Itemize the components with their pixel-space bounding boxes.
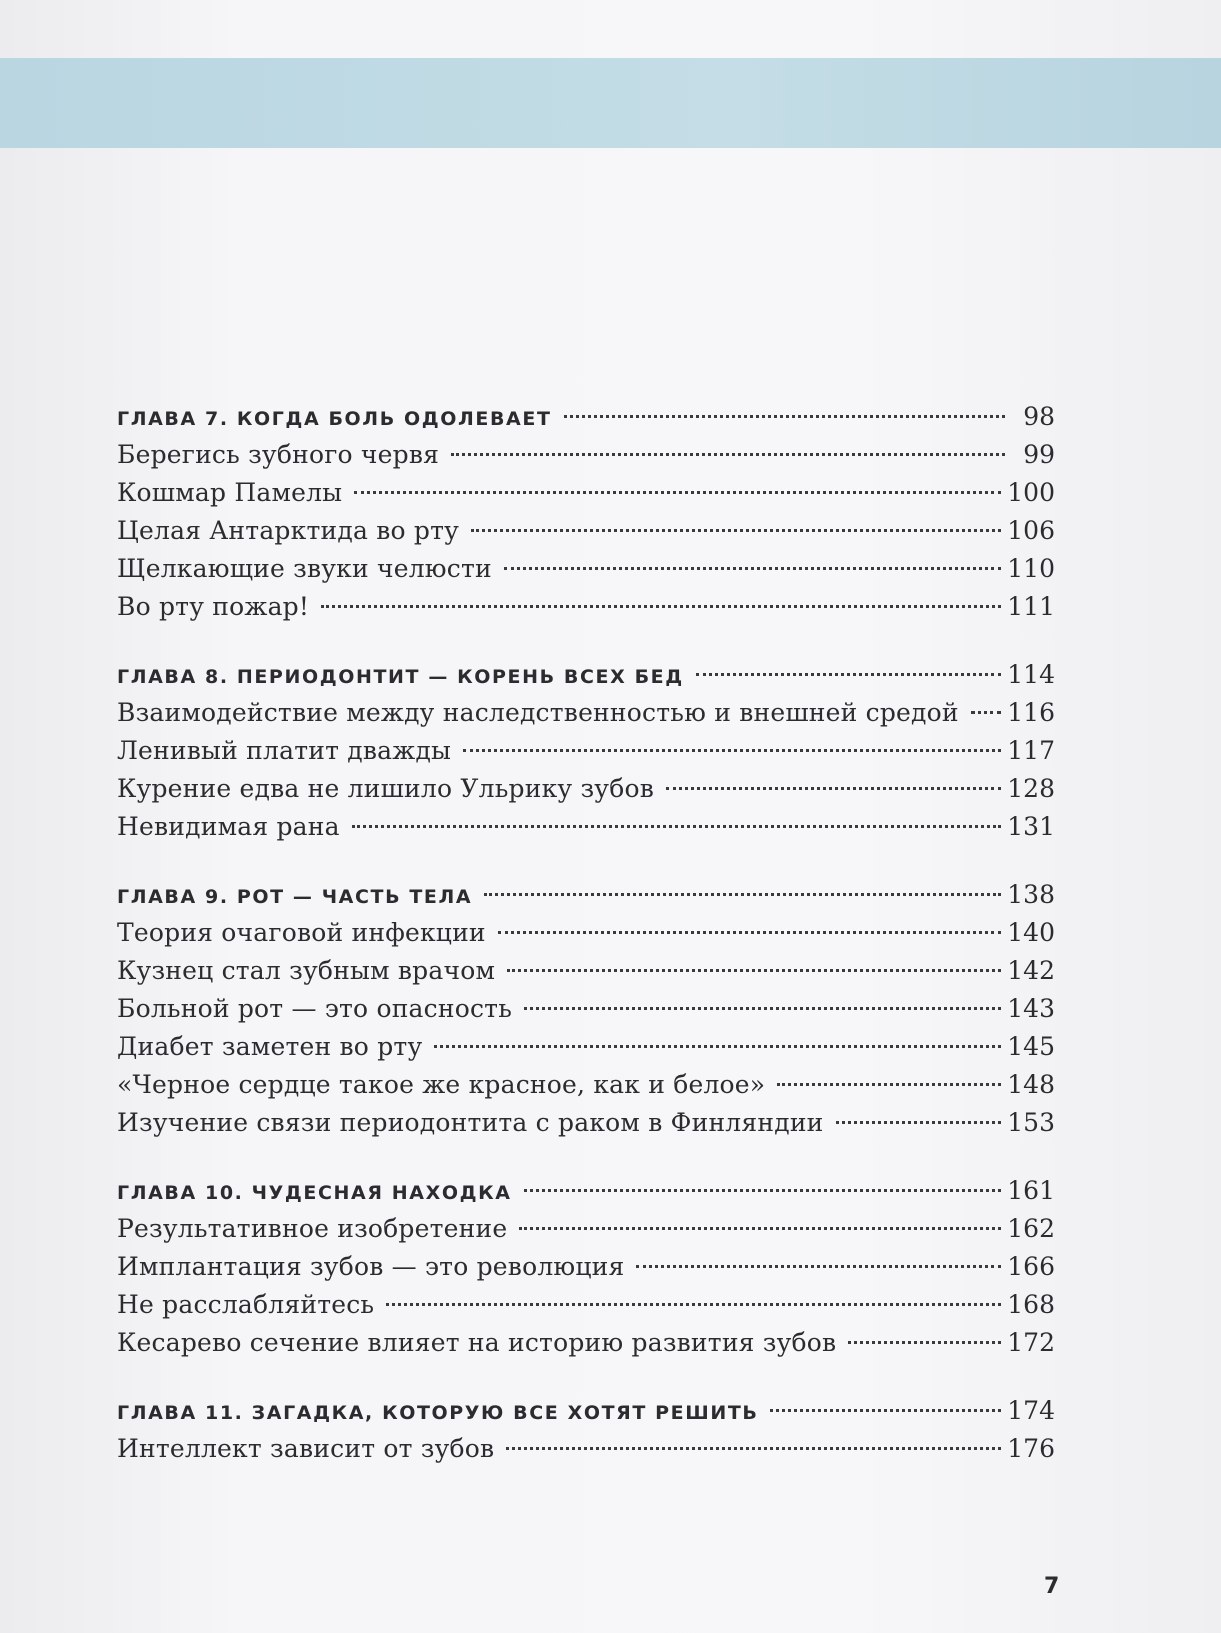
toc-entry[interactable] — [117, 474, 1055, 512]
entry-title: «Черное сердце такое же красное, как и белое» — [117, 1070, 766, 1099]
entry-title: Результативное изобретение — [117, 1214, 508, 1243]
page-number: 176 — [1007, 1434, 1055, 1463]
entry-title: Ленивый платит дважды — [117, 736, 452, 765]
toc-entry[interactable] — [117, 770, 1055, 808]
entry-title: Изучение связи периодонтита с раком в Финляндии — [117, 1108, 824, 1137]
entry-title: Кесарево сечение влияет на историю развития зубов — [117, 1328, 837, 1357]
toc-entry[interactable] — [117, 808, 1055, 846]
dot-leader — [848, 1341, 1001, 1344]
dot-leader — [471, 529, 1001, 532]
page-number: 116 — [1007, 698, 1055, 727]
entry-title: Щелкающие звуки челюсти — [117, 554, 492, 583]
dot-leader — [666, 787, 1001, 790]
entry-title: Имплантация зубов — это революция — [117, 1252, 625, 1281]
page-number: 140 — [1007, 918, 1055, 947]
toc-chapter-heading[interactable] — [117, 876, 1055, 914]
dot-leader — [636, 1265, 1001, 1268]
toc-entry[interactable] — [117, 436, 1055, 474]
toc-entry[interactable] — [117, 512, 1055, 550]
page-folio-number: 7 — [1044, 1574, 1060, 1599]
toc-chapter-7 — [117, 398, 1055, 626]
page-number: 161 — [1007, 1176, 1055, 1205]
entry-title: Кошмар Памелы — [117, 478, 343, 507]
dot-leader — [506, 1447, 1001, 1450]
entry-title: Диабет заметен во рту — [117, 1032, 423, 1061]
dot-leader — [504, 567, 1001, 570]
top-color-band — [0, 58, 1221, 148]
page-number: 98 — [1023, 402, 1055, 431]
page-number: 162 — [1007, 1214, 1055, 1243]
entry-title: Во рту пожар! — [117, 592, 310, 621]
toc-entry[interactable] — [117, 1028, 1055, 1066]
entry-title: Невидимая рана — [117, 812, 340, 841]
chapter-title: ГЛАВА 9. РОТ — ЧАСТЬ ТЕЛА — [117, 886, 473, 908]
toc-chapter-heading[interactable] — [117, 1392, 1055, 1430]
page-number: 100 — [1007, 478, 1055, 507]
toc-entry[interactable] — [117, 1324, 1055, 1362]
page-number: 153 — [1007, 1108, 1055, 1137]
page-number: 168 — [1007, 1290, 1055, 1319]
table-of-contents — [117, 398, 1055, 1498]
toc-entry[interactable] — [117, 1286, 1055, 1324]
dot-leader — [386, 1303, 1001, 1306]
page-number: 166 — [1007, 1252, 1055, 1281]
dot-leader — [696, 673, 1002, 676]
dot-leader — [498, 931, 1001, 934]
entry-title: Больной рот — это опасность — [117, 994, 513, 1023]
page-number: 128 — [1007, 774, 1055, 803]
toc-entry[interactable] — [117, 1210, 1055, 1248]
dot-leader — [524, 1007, 1001, 1010]
dot-leader — [484, 893, 1001, 896]
page-number: 99 — [1023, 440, 1055, 469]
toc-entry[interactable] — [117, 588, 1055, 626]
page-number: 138 — [1007, 880, 1055, 909]
page-number: 111 — [1007, 592, 1055, 621]
toc-entry[interactable] — [117, 952, 1055, 990]
dot-leader — [434, 1045, 1001, 1048]
page-number: 117 — [1007, 736, 1055, 765]
page-number: 172 — [1007, 1328, 1055, 1357]
toc-entry[interactable] — [117, 732, 1055, 770]
dot-leader — [564, 415, 1006, 418]
dot-leader — [519, 1227, 1001, 1230]
page-number: 148 — [1007, 1070, 1055, 1099]
toc-chapter-8 — [117, 656, 1055, 846]
chapter-title: ГЛАВА 8. ПЕРИОДОНТИТ — КОРЕНЬ ВСЕХ БЕД — [117, 666, 684, 688]
entry-title: Взаимодействие между наследственностью и внешней средой — [117, 698, 959, 727]
dot-leader — [354, 491, 1001, 494]
chapter-title: ГЛАВА 10. ЧУДЕСНАЯ НАХОДКА — [117, 1182, 512, 1204]
toc-chapter-heading[interactable] — [117, 398, 1055, 436]
dot-leader — [352, 825, 1002, 828]
dot-leader — [524, 1189, 1002, 1192]
chapter-title: ГЛАВА 7. КОГДА БОЛЬ ОДОЛЕВАЕТ — [117, 408, 552, 430]
page-number: 145 — [1007, 1032, 1055, 1061]
toc-entry[interactable] — [117, 1066, 1055, 1104]
page-number: 131 — [1007, 812, 1055, 841]
entry-title: Теория очаговой инфекции — [117, 918, 486, 947]
page-number: 174 — [1007, 1396, 1055, 1425]
page-number: 142 — [1007, 956, 1055, 985]
entry-title: Интеллект зависит от зубов — [117, 1434, 495, 1463]
entry-title: Берегись зубного червя — [117, 440, 440, 469]
dot-leader — [971, 711, 1002, 714]
entry-title: Не расслабляйтесь — [117, 1290, 375, 1319]
dot-leader — [451, 453, 1005, 456]
page-number: 114 — [1007, 660, 1055, 689]
entry-title: Целая Антарктида во рту — [117, 516, 460, 545]
toc-chapter-heading[interactable] — [117, 1172, 1055, 1210]
page-number: 106 — [1007, 516, 1055, 545]
chapter-title: ГЛАВА 11. ЗАГАДКА, КОТОРУЮ ВСЕ ХОТЯТ РЕШИТЬ — [117, 1402, 759, 1424]
toc-entry[interactable] — [117, 694, 1055, 732]
page-number: 110 — [1007, 554, 1055, 583]
page-number: 143 — [1007, 994, 1055, 1023]
entry-title: Кузнец стал зубным врачом — [117, 956, 496, 985]
toc-entry[interactable] — [117, 1430, 1055, 1468]
dot-leader — [507, 969, 1001, 972]
toc-entry[interactable] — [117, 1248, 1055, 1286]
toc-chapter-10 — [117, 1172, 1055, 1362]
toc-entry[interactable] — [117, 990, 1055, 1028]
entry-title: Курение едва не лишило Ульрику зубов — [117, 774, 654, 803]
toc-chapter-9 — [117, 876, 1055, 1142]
toc-entry[interactable] — [117, 914, 1055, 952]
toc-entry[interactable] — [117, 550, 1055, 588]
dot-leader — [770, 1409, 1001, 1412]
toc-chapter-heading[interactable] — [117, 656, 1055, 694]
dot-leader — [777, 1083, 1001, 1086]
dot-leader — [463, 749, 1001, 752]
toc-chapter-11 — [117, 1392, 1055, 1468]
toc-entry[interactable] — [117, 1104, 1055, 1142]
dot-leader — [321, 605, 1001, 608]
dot-leader — [836, 1121, 1002, 1124]
